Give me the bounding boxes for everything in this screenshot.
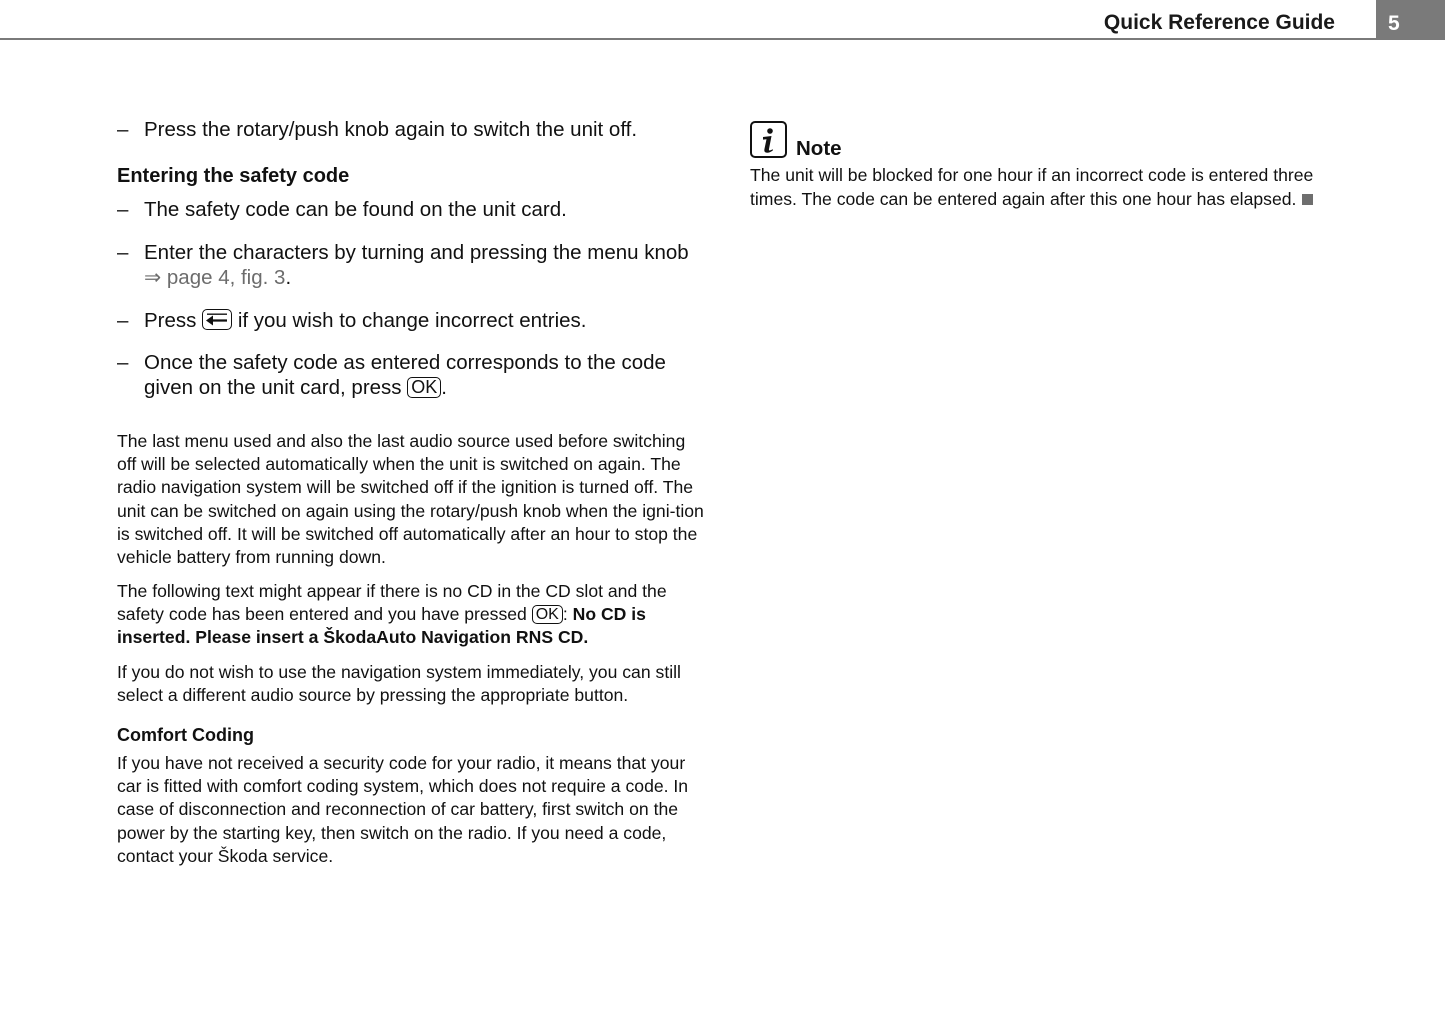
paragraph-comfort-coding: If you have not received a security code for your radio, it means that your car is fitted with comfort coding system, which does not require a code. In case of disconnection and reconnection of car battery, first switch on the power by the starting key, then switch on the radio. If you need a code, contact your Škoda service. — [117, 753, 689, 866]
paragraph-no-cd-text: The following text might appear if there is no CD in the CD slot and the safety code has been entered and you have pressed — [117, 581, 667, 625]
heading-comfort-coding: Comfort Coding — [117, 725, 254, 745]
step-correct-entries-after: if you wish to change incorrect entries. — [237, 309, 587, 332]
step-switch-off-text: Press the rotary/push knob again to switch the unit off. — [144, 118, 638, 141]
step-find-code — [117, 197, 697, 222]
page-number: 5 — [1388, 12, 1400, 35]
step-correct-entries — [117, 308, 697, 333]
arrow-right-icon: ⇒ — [144, 266, 162, 289]
info-icon — [750, 121, 787, 158]
step-enter-characters-text: Enter the characters by turning and pressing the menu knob — [144, 241, 689, 264]
note-text — [750, 163, 1350, 211]
cross-reference-link[interactable] — [144, 266, 285, 289]
step-confirm-code — [117, 350, 697, 400]
step-enter-characters — [117, 240, 697, 290]
header-title: Quick Reference Guide — [1103, 11, 1335, 34]
step-find-code-text: The safety code can be found on the unit card. — [144, 198, 567, 221]
note-title: Note — [796, 137, 842, 160]
bullet-dash: – — [117, 198, 129, 221]
paragraph-last-menu: The last menu used and also the last audio source used before switching off will be selected automatically when the unit is switched on again. The radio navigation system will be switched off if the ignition is turned off. The unit can be switched on again using the rotary/push knob when the igni-tion is switched off. It will be switched off automatically after an hour to stop the vehicle battery from running down. — [117, 431, 704, 568]
punctuation: . — [441, 376, 447, 399]
bullet-dash: – — [117, 118, 129, 141]
ok-key: OK — [532, 605, 563, 624]
paragraph-no-cd — [117, 580, 707, 650]
bullet-dash: – — [117, 241, 129, 264]
bullet-dash: – — [117, 309, 129, 332]
step-correct-entries-before: Press — [144, 309, 197, 332]
no-cd-message: No CD is inserted. Please insert a ŠkodaAuto Navigation RNS CD. — [117, 604, 646, 648]
page-number-box — [1376, 0, 1445, 38]
bullet-dash: – — [117, 351, 129, 374]
back-key-icon — [202, 309, 232, 330]
paragraph-audio-source: If you do not wish to use the navigation system immediately, you can still select a different audio source by pressing the appropriate button. — [117, 662, 681, 706]
heading-safety-code: Entering the safety code — [117, 165, 350, 187]
end-of-section-square-icon — [1302, 194, 1313, 205]
ok-key: OK — [407, 377, 441, 398]
step-confirm-code-text: Once the safety code as entered corresponds to the code given on the unit card, press — [144, 351, 666, 399]
step-switch-off — [117, 117, 697, 142]
cross-reference-text: page 4, fig. 3 — [166, 266, 286, 289]
note-body: The unit will be blocked for one hour if an incorrect code is entered three times. The code can be entered again after this one hour has elapsed. — [750, 165, 1314, 209]
punctuation: : — [562, 604, 568, 625]
punctuation: . — [285, 266, 292, 289]
header-rule — [0, 38, 1445, 40]
